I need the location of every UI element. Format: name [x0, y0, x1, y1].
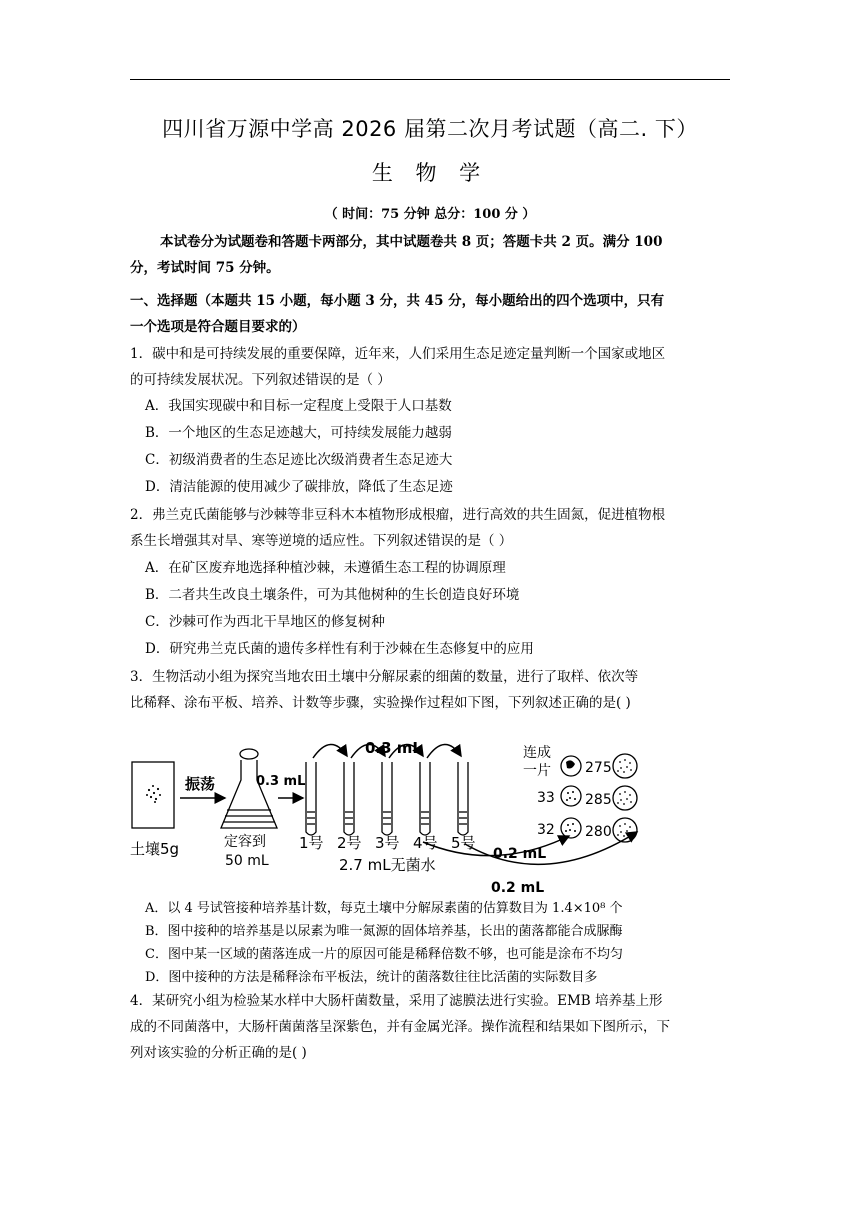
tube-label-2: 2号 [337, 834, 362, 852]
q2-option-d: D．研究弗兰克氏菌的遗传多样性有利于沙棘在生态修复中的应用 [145, 641, 534, 657]
section-1-line-2: 一个选项是符合题目要求的） [130, 319, 306, 335]
intro-line-2: 分，考试时间 75 分钟。 [130, 260, 280, 276]
soil-particles [146, 785, 161, 803]
exam-title: 四川省万源中学高 2026 届第二次月考试题（高二. 下） [162, 117, 698, 141]
transfer-top-label: 0.3 mL [365, 740, 422, 757]
plate-count-33: 33 [537, 790, 555, 806]
tube-1 [306, 762, 316, 835]
q2-stem-line-1: 2．弗兰克氏菌能够与沙棘等非豆科木本植物形成根瘤，进行高效的共生固氮，促进植物根 [130, 507, 666, 523]
tube-label-4: 4号 [413, 834, 438, 852]
transfer-upper-label: 0.2 mL [493, 846, 547, 862]
q2-option-a: A．在矿区废弃地选择种植沙棘，未遵循生态工程的协调原理 [145, 560, 506, 576]
header-rule [130, 79, 730, 80]
q3-option-a: A．以 4 号试管接种培养基计数，每克土壤中分解尿素菌的估算数目为 1.4×10⁸ 个 [145, 901, 623, 916]
q1-stem-line-1: 1．碳中和是可持续发展的重要保障，近年来，人们采用生态足迹定量判断一个国家或地区 [130, 346, 666, 362]
q3-option-b: B．图中接种的培养基是以尿素为唯一氮源的固体培养基，长出的菌落都能合成脲酶 [145, 924, 623, 939]
q2-option-c: C．沙棘可作为西北干旱地区的修复树种 [145, 614, 385, 630]
merged-label-1: 连成 [523, 745, 551, 761]
transfer-arrow-1-2 [313, 744, 347, 758]
q1-option-a: A．我国实现碳中和目标一定程度上受限于人口基数 [145, 398, 452, 414]
q3-stem-line-2: 比稀释、涂布平板、培养、计数等步骤，实验操作过程如下图，下列叙述正确的是( ) [130, 695, 631, 711]
merged-label-2: 一片 [523, 763, 551, 779]
q1-option-d: D．清洁能源的使用减少了碳排放，降低了生态足迹 [145, 479, 453, 495]
flask-label-1: 定容到 [224, 834, 266, 850]
tube-label-1: 1号 [299, 834, 324, 852]
q2-option-b: B．二者共生改良土壤条件，可为其他树种的生长创造良好环境 [145, 587, 520, 603]
sterile-water-label: 2.7 mL无菌水 [339, 856, 436, 874]
shake-label: 振荡 [185, 775, 216, 793]
plate-count-285: 285 [585, 792, 612, 808]
time-score-info: （ 时间：75 分钟 总分：100 分 ） [324, 207, 536, 222]
plate-285 [613, 786, 637, 810]
q1-stem-line-2: 的可持续发展状况。下列叙述错误的是（ ） [130, 372, 391, 388]
tube-2 [344, 762, 354, 835]
q1-option-c: C．初级消费者的生态足迹比次级消费者生态足迹大 [145, 452, 453, 468]
plate-275 [613, 754, 637, 778]
transfer-lower-label: 0.2 mL [491, 880, 545, 896]
q4-stem-line-1: 4．某研究小组为检验某水样中大肠杆菌数量，采用了滤膜法进行实验。EMB 培养基上形 [130, 993, 663, 1009]
soil-sample-box [132, 762, 174, 828]
section-1-line-1: 一、选择题（本题共 15 小题，每小题 3 分，共 45 分，每小题给出的四个选项中，只有 [130, 293, 665, 309]
q4-stem-line-3: 列对该实验的分析正确的是( ) [130, 1045, 307, 1061]
intro-line-1: 本试卷分为试题卷和答题卡两部分，其中试题卷共 8 页；答题卡共 2 页。满分 100 [160, 234, 663, 250]
q3-stem-line-1: 3．生物活动小组为探究当地农田土壤中分解尿素的细菌的数量，进行了取样、依次等 [130, 669, 639, 685]
plate-32 [561, 818, 581, 838]
flask-label-2: 50 mL [225, 853, 269, 869]
plate-count-32: 32 [537, 822, 555, 838]
tube-4 [420, 762, 430, 835]
q3-option-c: C．图中某一区域的菌落连成一片的原因可能是稀释倍数不够，也可能是涂布不均匀 [145, 947, 623, 962]
q4-stem-line-2: 成的不同菌落中，大肠杆菌菌落呈深紫色，并有金属光泽。操作流程和结果如下图所示，下 [130, 1019, 670, 1035]
transfer-arrow-4-5 [427, 744, 461, 758]
q2-stem-line-2: 系生长增强其对旱、寒等逆境的适应性。下列叙述错误的是（ ） [130, 533, 513, 549]
q1-option-b: B．一个地区的生态足迹越大，可持续发展能力越弱 [145, 425, 452, 441]
tube-label-5: 5号 [451, 834, 476, 852]
tube-5 [458, 762, 468, 835]
transfer-1-label: 0.3 mL [256, 774, 306, 789]
plate-count-275: 275 [585, 760, 612, 776]
plate-count-280: 280 [585, 824, 612, 840]
soil-label: 土壤5g [130, 840, 180, 858]
q3-option-d: D．图中接种的方法是稀释涂布平板法，统计的菌落数往往比活菌的实际数目多 [145, 970, 598, 985]
tube-label-3: 3号 [375, 834, 400, 852]
tube-3 [382, 762, 392, 835]
dilution-plating-diagram [125, 740, 645, 900]
subject-title: 生 物 学 [371, 161, 489, 185]
plate-33 [561, 786, 581, 806]
